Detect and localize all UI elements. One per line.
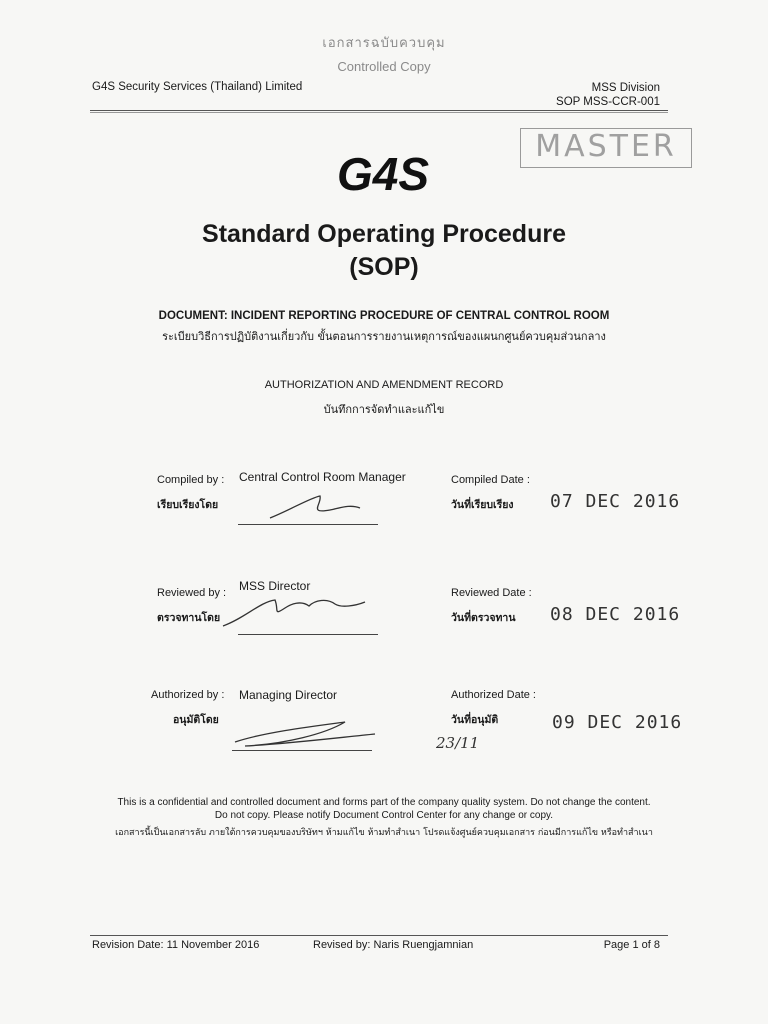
authorized-label: Authorized by : [151,689,225,701]
compiled-signature-icon [260,490,420,526]
revised-by: Revised by: Naris Ruengjamnian [313,939,474,951]
master-stamp: MASTER [520,128,692,168]
g4s-logo [331,148,435,196]
company-name: G4S Security Services (Thailand) Limited [92,81,303,93]
compiled-label: Compiled by : [157,474,225,486]
footer-rule [90,935,668,936]
revision-date: Revision Date: 11 November 2016 [92,939,260,951]
compiled-date: 07 DEC 2016 [550,491,681,512]
svg-text:G4S: G4S [336,148,430,196]
confidential-notice [0,796,768,822]
reviewed-signature-icon [215,594,375,630]
authorized-signature-line [232,750,372,751]
compiled-by: Central Control Room Manager [239,470,406,484]
authorized-date-label-thai: วันที่อนุมัติ [451,714,499,726]
confidential-notice-thai: เอกสารนี้เป็นเอกสารลับ ภายใต้การควบคุมของบริษัทฯ ห้ามแก้ไข ห้ามทำสำเนา โปรดแจ้งศูนย์ควบคุมเอกสาร ก่อนมีการแก้ไข หรือทำสำเนา [115,828,653,838]
handwritten-note: 23/11 [436,734,480,752]
header-rule-secondary [90,112,668,113]
confidential-line-2: Do not copy. Please notify Document Control Center for any change or copy. [214,810,554,821]
document-title-thai: ระเบียบวิธีการปฏิบัติงานเกี่ยวกับ ขั้นตอนการรายงานเหตุการณ์ของแผนกศูนย์ควบคุมส่วนกลาง [162,330,606,343]
authorized-signature-icon [225,716,385,752]
title-line-1: Standard Operating Procedure [202,220,566,248]
reviewed-label: Reviewed by : [157,587,227,599]
document-code: SOP MSS-CCR-001 [556,96,660,108]
title-line-2: (SOP) [349,253,419,281]
authorized-date: 09 DEC 2016 [552,712,683,733]
compiled-date-label-thai: วันที่เรียบเรียง [451,499,514,511]
reviewed-label-thai: ตรวจทานโดย [157,612,221,624]
stamp-english: Controlled Copy [337,59,431,74]
compiled-label-thai: เรียบเรียงโดย [157,499,219,511]
reviewed-signature-line [238,634,378,635]
record-heading-thai: บันทึกการจัดทำและแก้ไข [323,403,445,416]
confidential-line-1: This is a confidential and controlled document and forms part of the company quality system. Do not change the content. [117,797,651,808]
header-right [556,81,660,109]
stamp-thai: เอกสารฉบับควบคุม [322,36,446,51]
authorized-date-label: Authorized Date : [451,689,536,701]
division-name: MSS Division [591,82,660,94]
authorized-by: Managing Director [239,688,338,702]
compiled-date-label: Compiled Date : [451,474,530,486]
page-number: Page 1 of 8 [603,939,660,951]
reviewed-by: MSS Director [239,579,311,593]
reviewed-date: 08 DEC 2016 [550,604,681,625]
compiled-signature-line [238,524,378,525]
document-title: DOCUMENT: INCIDENT REPORTING PROCEDURE OF CENTRAL CONTROL ROOM [158,310,610,322]
reviewed-date-label-thai: วันที่ตรวจทาน [451,612,516,624]
reviewed-date-label: Reviewed Date : [451,587,532,599]
record-heading: AUTHORIZATION AND AMENDMENT RECORD [264,379,504,391]
authorized-label-thai: อนุมัติโดย [173,714,219,726]
page-title [0,218,768,284]
header-rule [90,110,668,111]
